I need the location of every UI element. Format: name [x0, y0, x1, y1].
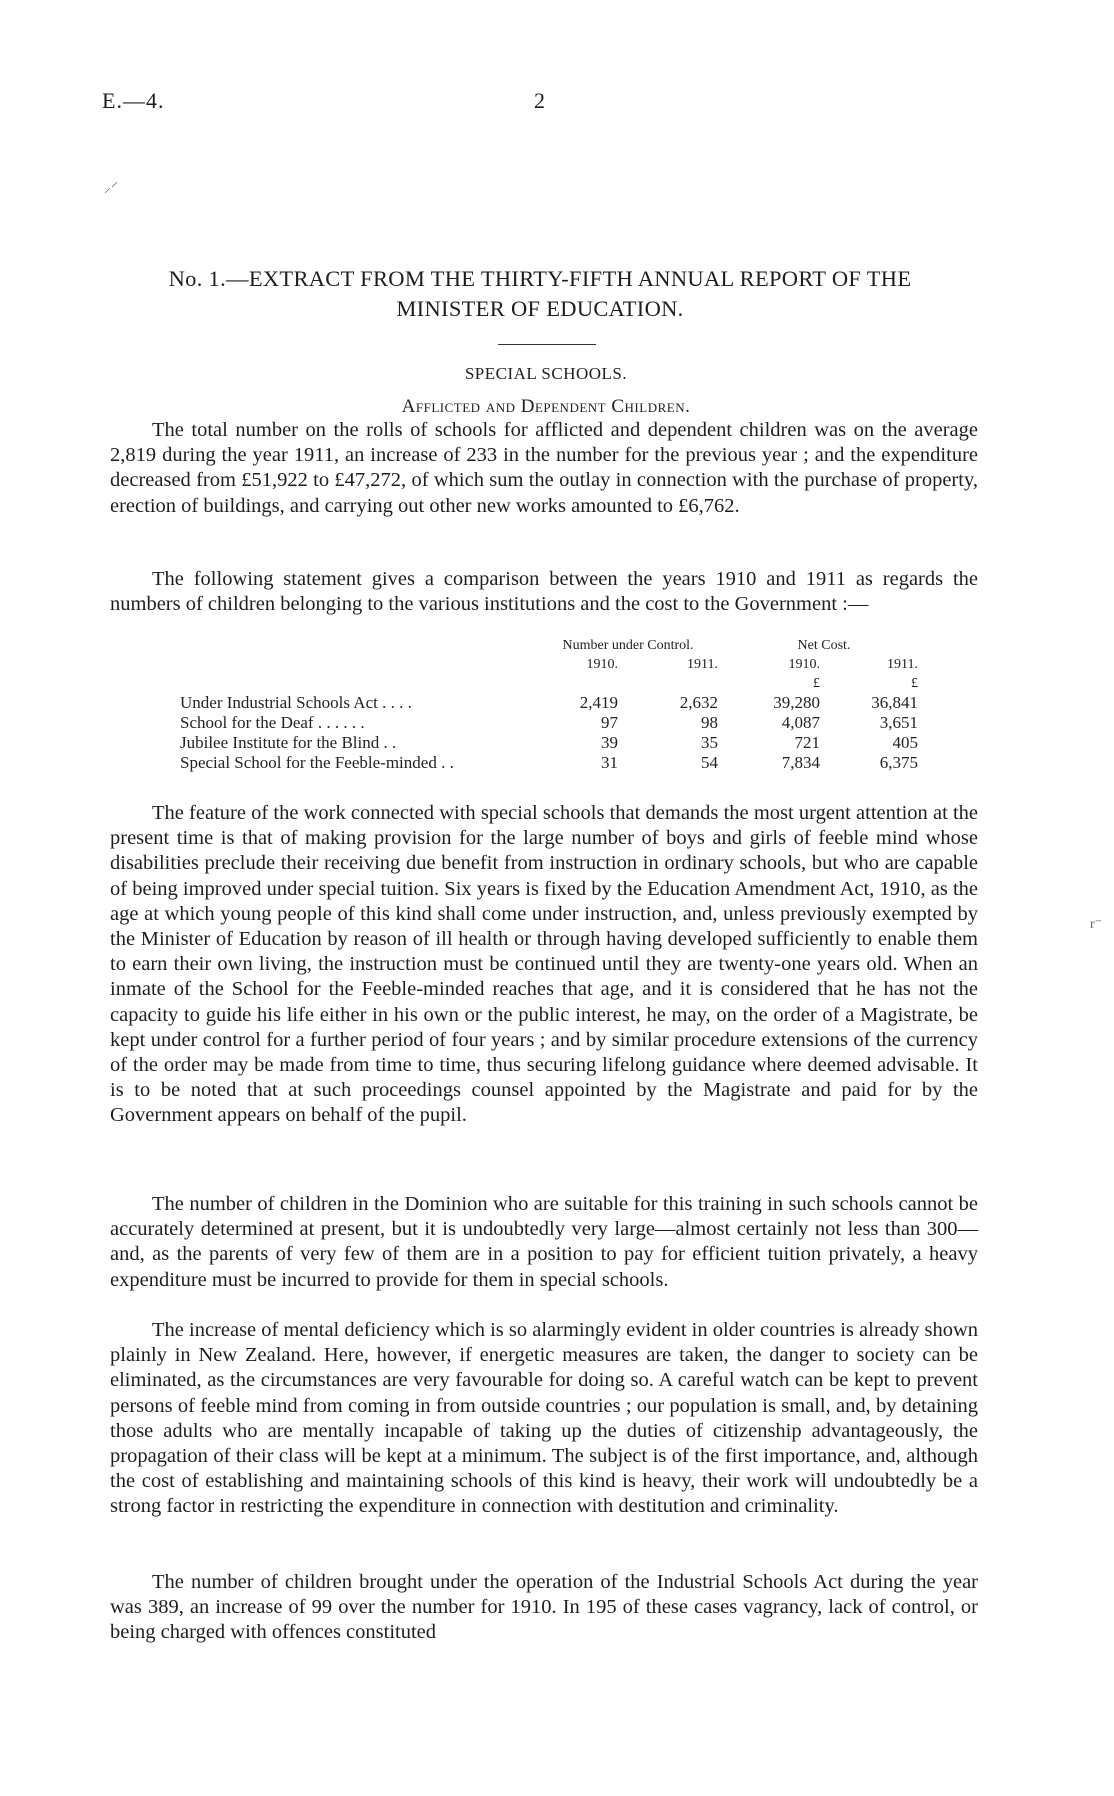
year-header: 1910.	[788, 656, 820, 672]
year-header: 1910.	[586, 656, 618, 672]
cost-1911: 36,841	[871, 693, 918, 712]
paragraph: The feature of the work connected with special schools that demands the most urgent attention at the present time is that of making provision for the large number of boys and girls of feeble mind whose disabilities preclude their receiving due benefit from instruction in ordinary schools, but who are capable of being improved under special tuition. Six years is fixed by the Education Amendment Act, 1910, as the age at which young people of this kind shall come under instruction, and, unless previously exempted by the Minister of Education by reason of ill health or through having developed sufficiently to enable them to earn their own living, the instruction must be continued until they are twenty-one years old. When an inmate of the School for the Feeble-minded reaches that age, and it is considered that he has not the capacity to guide his life either in his own or the public interest, he may, on the order of a Magistrate, be kept under control for a further period of four years ; and by similar procedure extensions of the currency of the order may be made from time to time, thus securing lifelong guidance where deemed advisable. It is to be noted that at such proceedings counsel appointed by the Magistrate and paid for by the Government appears on behalf of the pupil.	[110, 802, 978, 1127]
dot-leader: . . . .	[382, 693, 412, 712]
cost-1911: 3,651	[879, 713, 918, 732]
year-header: 1911.	[687, 656, 718, 672]
net-cost-header: Net Cost.	[797, 638, 851, 653]
row-label: Special School for the Feeble-minded	[180, 753, 437, 772]
table-row	[180, 693, 920, 713]
comparison-table	[180, 636, 920, 773]
cost-1910: 7,834	[781, 753, 820, 772]
dot-leader: . .	[383, 733, 397, 752]
cost-1910: 39,280	[773, 693, 820, 712]
number-1910: 2,419	[579, 693, 618, 712]
table-row	[180, 753, 920, 773]
table-group-header-row	[180, 636, 920, 655]
paragraph: The following statement gives a comparison between the years 1910 and 1911 as regards the numbers of children belonging to the various institutions and the cost to the Government :—	[110, 568, 978, 616]
paragraph: The number of children brought under the operation of the Industrial Schools Act during the year was 389, an increase of 99 over the number for 1910. In 195 of these cases vagrancy, lack of control, or being charged with offences constituted	[110, 1571, 978, 1644]
row-label: School for the Deaf	[180, 713, 314, 732]
year-header: 1911.	[887, 656, 918, 672]
number-1910: 39	[601, 733, 618, 752]
paragraph: The increase of mental deficiency which is so alarmingly evident in older countries is already shown plainly in New Zealand. Here, however, if energetic measures are taken, the danger to society can be eliminated, as the circumstances are very favourable for doing so. A careful watch can be kept to prevent persons of feeble mind from coming in from outside countries ; our population is small, and, by detaining those adults who are mentally incapable of taking up the duties of citizenship advantageously, the propagation of their class will be kept at a minimum. The subject is of the first importance, and, although the cost of establishing and maintaining schools of this kind is heavy, their work will undoubtedly be a strong factor in restricting the expenditure in connection with destitution and criminality.	[110, 1319, 978, 1518]
number-1910: 97	[601, 713, 618, 732]
currency-symbol: £	[911, 675, 918, 691]
currency-symbol: £	[813, 675, 820, 691]
table-row	[180, 713, 920, 733]
report-reference: E.—4.	[102, 88, 165, 113]
number-1910: 31	[601, 753, 618, 772]
cost-1910: 4,087	[781, 713, 820, 732]
row-label: Jubilee Institute for the Blind	[180, 733, 380, 752]
number-1911: 98	[701, 713, 718, 732]
paragraph: The total number on the rolls of schools for afflicted and dependent children was on the average 2,819 during the year 1911, an increase of 233 in the number for the previous year ; and the expenditure decreased from £51,922 to £47,272, of which sum the outlay in connection with the purchase of property, erection of buildings, and carrying out other new works amounted to £6,762.	[110, 419, 978, 517]
table-currency-row	[180, 674, 920, 693]
margin-mark: r⁻	[1090, 917, 1103, 932]
number-under-control-header: Number under Control.	[562, 638, 694, 653]
sub-heading: Afflicted and Dependent Children.	[401, 396, 691, 417]
title-divider	[498, 344, 596, 345]
number-1911: 54	[701, 753, 718, 772]
title-line-2: MINISTER OF EDUCATION.	[396, 296, 684, 321]
title-line-1: No. 1.—EXTRACT FROM THE THIRTY-FIFTH ANNUAL REPORT OF THE	[168, 266, 912, 291]
number-1911: 35	[701, 733, 718, 752]
cost-1911: 405	[892, 733, 918, 752]
cost-1910: 721	[794, 733, 820, 752]
paragraph: The number of children in the Dominion who are suitable for this training in such schools cannot be accurately determined at present, but it is undoubtedly very large—almost certainly not less than 300—and, as the parents of very few of them are in a position to pay for efficient tuition privately, a heavy expenditure must be incurred to provide for them in special schools.	[110, 1193, 978, 1291]
row-label: Under Industrial Schools Act	[180, 693, 378, 712]
cost-1911: 6,375	[879, 753, 918, 772]
page-number: 2	[534, 88, 545, 113]
margin-mark: ⸝⸍	[104, 181, 118, 196]
dot-leader: . .	[441, 753, 454, 772]
section-heading: SPECIAL SCHOOLS.	[464, 364, 628, 383]
table-year-row	[180, 655, 920, 674]
table-row	[180, 733, 920, 753]
document-title	[100, 264, 980, 324]
number-1911: 2,632	[679, 693, 718, 712]
dot-leader: . . . . . .	[317, 713, 365, 732]
